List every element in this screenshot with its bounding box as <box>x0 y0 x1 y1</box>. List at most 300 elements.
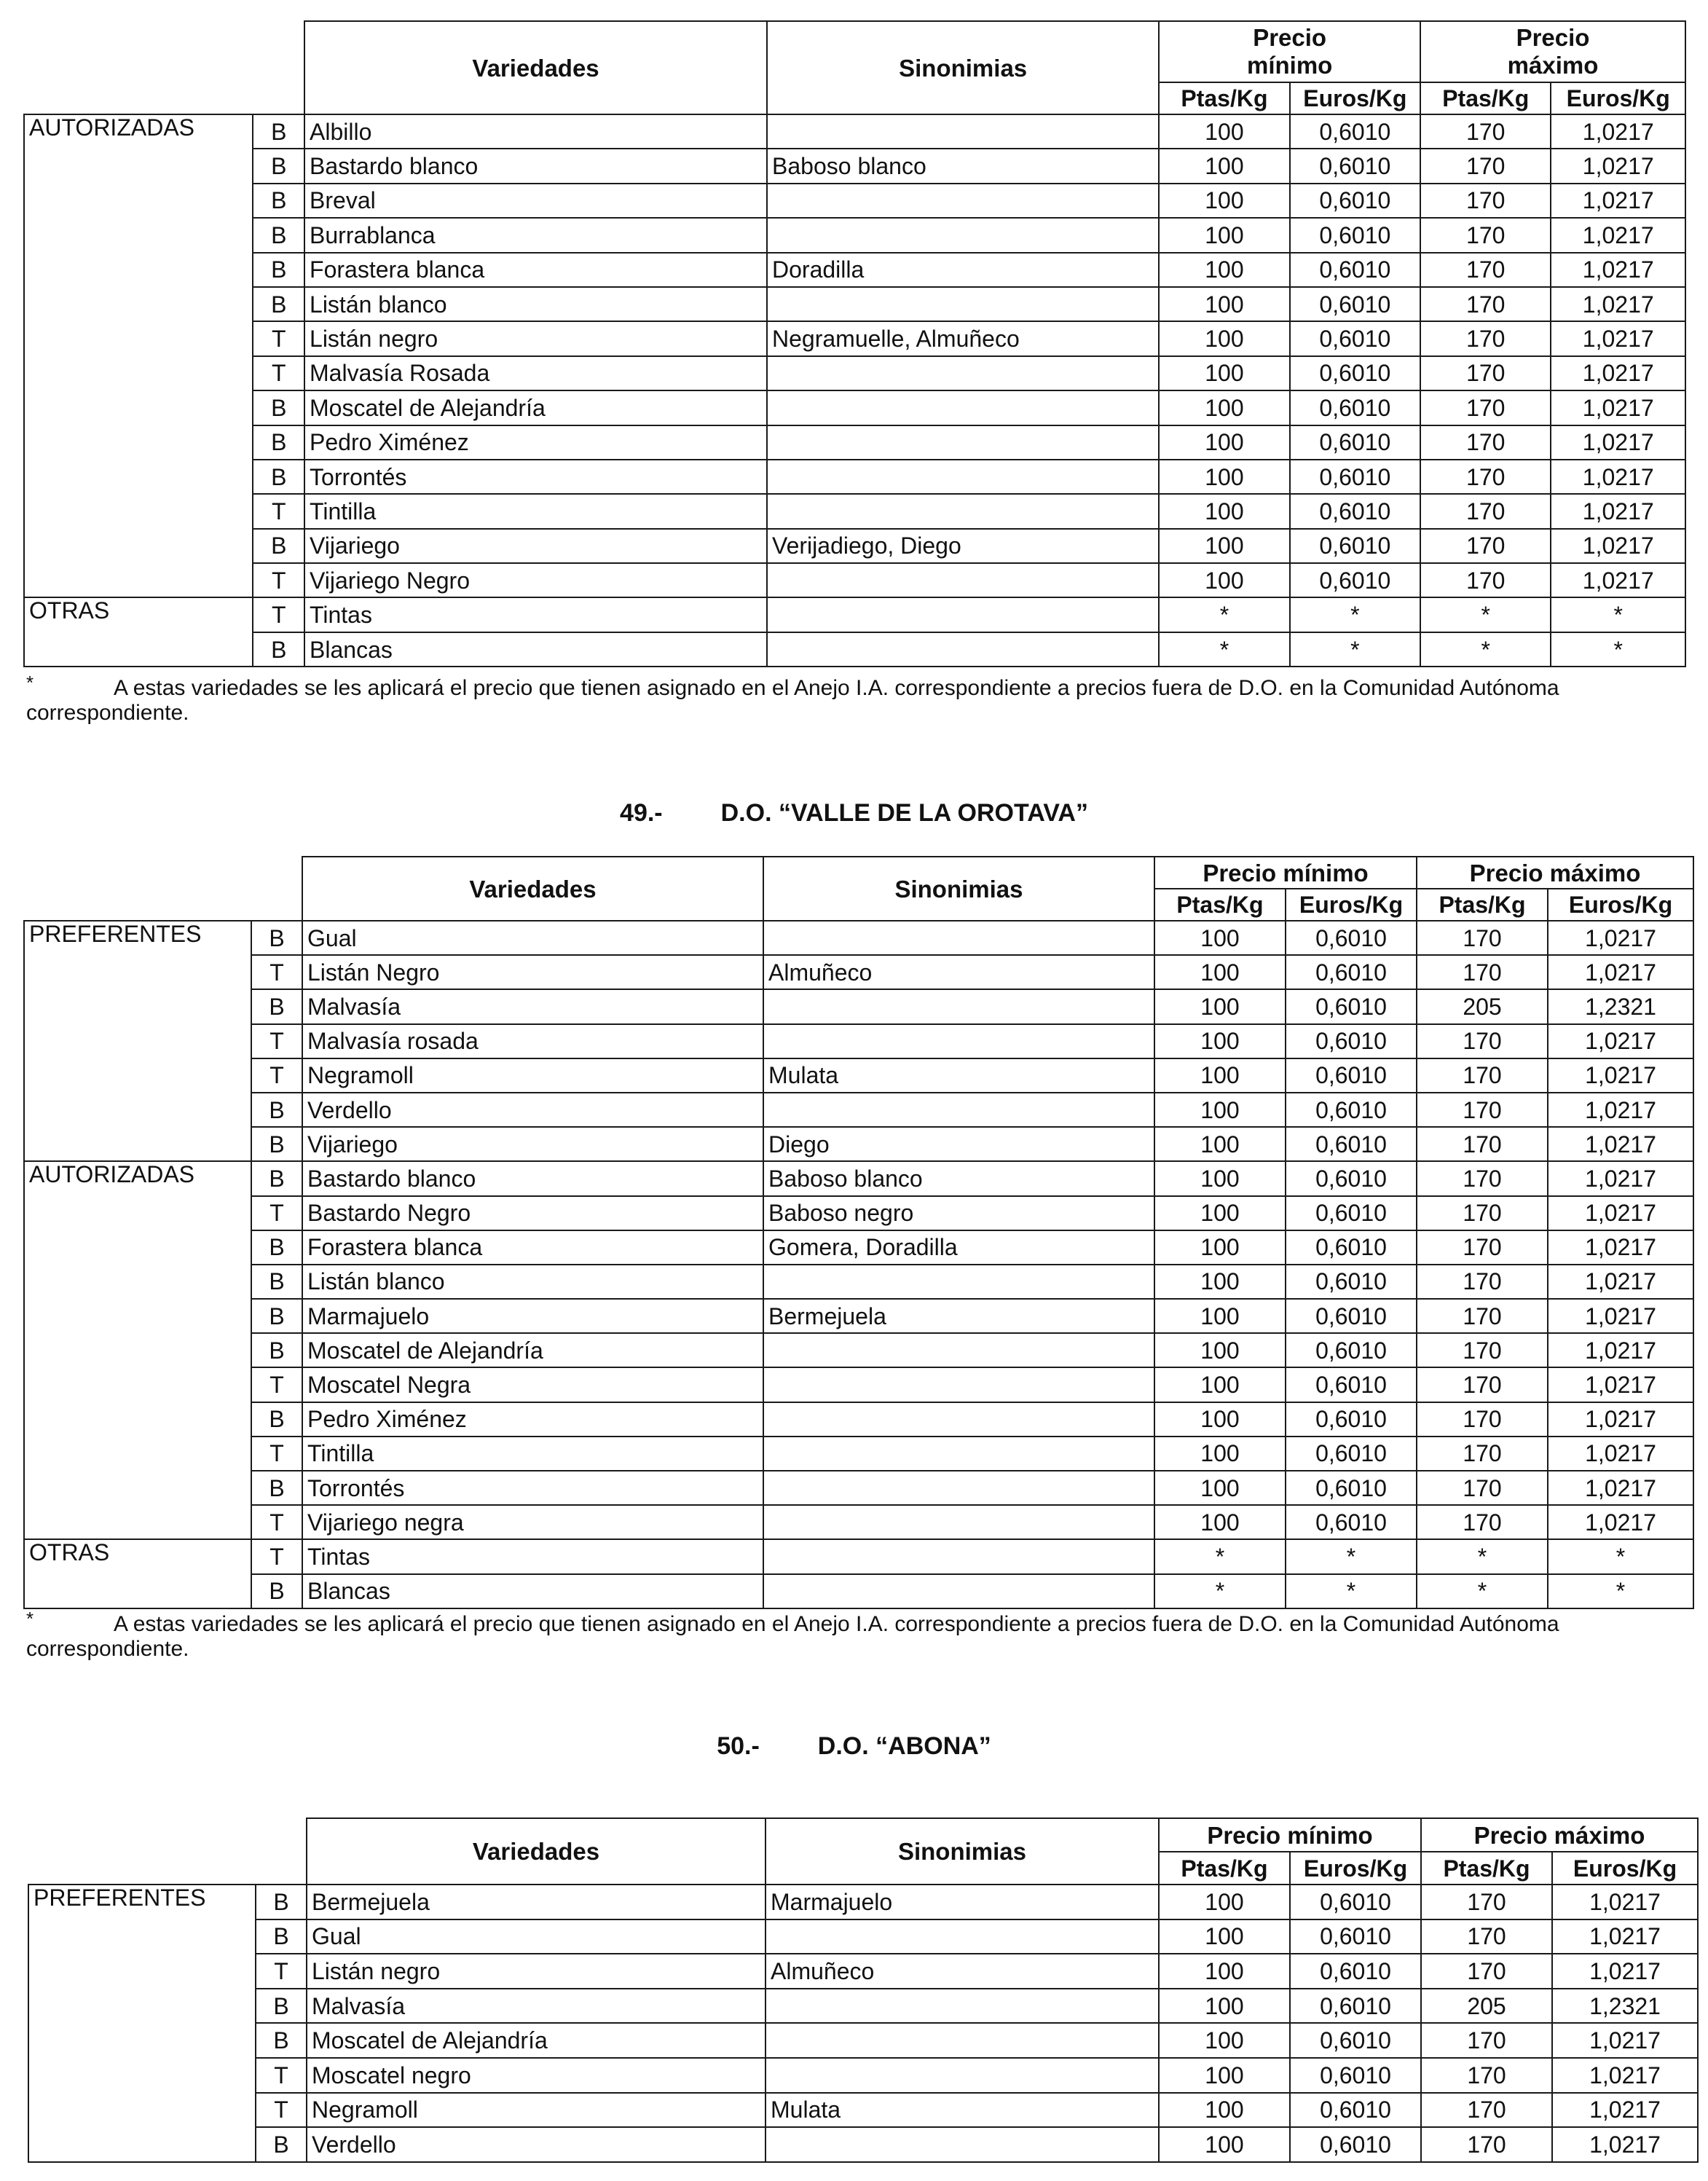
variety-name: Bastardo blanco <box>302 1161 763 1195</box>
variety-type: T <box>253 563 304 597</box>
min-price-euros: 0,6010 <box>1286 1093 1417 1127</box>
table-row <box>24 287 1685 321</box>
max-price-ptas: 170 <box>1421 2058 1552 2093</box>
min-price-euros: 0,6010 <box>1290 218 1420 252</box>
max-price-ptas: * <box>1420 632 1551 667</box>
min-price-euros: 0,6010 <box>1286 1333 1417 1367</box>
variety-type: B <box>251 989 302 1023</box>
variety-name: Listán negro <box>307 1954 766 1989</box>
synonyms <box>767 184 1159 218</box>
max-price-ptas: 170 <box>1420 114 1551 149</box>
max-price-euros: * <box>1551 597 1685 632</box>
section-50-number: 50.- <box>717 1732 760 1760</box>
footnote-2-text: A estas variedades se les aplicará el precio que tienen asignado en el Anejo I.A. correspondiente a precios fuera de D.O. en la Comunidad Autónoma correspondiente. <box>26 1612 1559 1661</box>
table-row <box>28 2093 1698 2128</box>
min-price-ptas: * <box>1154 1539 1286 1573</box>
synonyms <box>767 460 1159 494</box>
synonyms: Bermejuela <box>763 1299 1154 1333</box>
min-price-euros: 0,6010 <box>1290 149 1420 183</box>
max-price-ptas: 170 <box>1417 1230 1548 1265</box>
min-price-ptas: 100 <box>1159 149 1289 183</box>
synonyms <box>767 287 1159 321</box>
min-price-ptas: 100 <box>1159 494 1289 528</box>
min-price-euros: 0,6010 <box>1286 1367 1417 1402</box>
variety-name: Verdello <box>302 1093 763 1127</box>
min-price-euros: 0,6010 <box>1290 1989 1421 2024</box>
variety-type: B <box>251 1093 302 1127</box>
table-row <box>24 1161 1693 1195</box>
variety-name: Vijariego negra <box>302 1505 763 1539</box>
variety-type: B <box>253 287 304 321</box>
max-price-ptas: 170 <box>1417 921 1548 955</box>
synonyms <box>767 218 1159 252</box>
table-row <box>28 2127 1698 2162</box>
variety-name: Listán blanco <box>304 287 767 321</box>
category-label: OTRAS <box>24 1539 251 1608</box>
synonyms <box>766 2023 1159 2058</box>
variety-name: Tintas <box>304 597 767 632</box>
max-price-euros: 1,0217 <box>1551 563 1685 597</box>
max-price-ptas: 170 <box>1421 2093 1552 2128</box>
variety-name: Moscatel de Alejandría <box>302 1333 763 1367</box>
synonyms: Gomera, Doradilla <box>763 1230 1154 1265</box>
max-price-ptas: 170 <box>1420 425 1551 460</box>
min-price-euros: 0,6010 <box>1290 563 1420 597</box>
variety-type: B <box>256 1989 307 2024</box>
variety-type: B <box>251 1333 302 1367</box>
min-price-ptas: 100 <box>1159 356 1289 390</box>
table-row <box>24 114 1685 149</box>
variety-type: B <box>253 218 304 252</box>
synonyms <box>763 1024 1154 1058</box>
category-label: PREFERENTES <box>28 1885 256 2162</box>
category-label: AUTORIZADAS <box>24 114 253 597</box>
max-price-ptas: 170 <box>1417 1265 1548 1299</box>
min-price-ptas: 100 <box>1159 2058 1290 2093</box>
variety-type: B <box>253 184 304 218</box>
header-variedades: Variedades <box>302 857 763 921</box>
synonyms <box>763 1471 1154 1505</box>
max-price-euros: 1,0217 <box>1548 1265 1693 1299</box>
max-price-euros: 1,0217 <box>1548 1058 1693 1093</box>
min-price-ptas: * <box>1159 632 1289 667</box>
header-euros-kg-max: Euros/Kg <box>1551 82 1685 114</box>
section-50-title: D.O. “ABONA” <box>817 1732 991 1760</box>
max-price-euros: 1,0217 <box>1548 1333 1693 1367</box>
variety-type: T <box>251 1505 302 1539</box>
min-price-ptas: 100 <box>1159 425 1289 460</box>
table-2-body <box>24 921 1693 1608</box>
table-row <box>24 1265 1693 1299</box>
max-price-ptas: 170 <box>1417 1127 1548 1161</box>
variety-name: Listán Negro <box>302 955 763 989</box>
table-row <box>24 494 1685 528</box>
min-price-euros: 0,6010 <box>1290 356 1420 390</box>
table-row <box>24 1402 1693 1437</box>
min-price-euros: 0,6010 <box>1290 460 1420 494</box>
max-price-euros: 1,0217 <box>1548 1402 1693 1437</box>
min-price-ptas: 100 <box>1159 1885 1290 1919</box>
category-label: PREFERENTES <box>24 921 251 1161</box>
variety-name: Marmajuelo <box>302 1299 763 1333</box>
variety-name: Malvasía Rosada <box>304 356 767 390</box>
min-price-euros: 0,6010 <box>1286 1196 1417 1230</box>
table-row <box>24 390 1685 425</box>
max-price-ptas: 170 <box>1421 1885 1552 1919</box>
variety-type: B <box>251 1402 302 1437</box>
variety-type: B <box>253 149 304 183</box>
max-price-euros: 1,0217 <box>1551 287 1685 321</box>
synonyms: Almuñeco <box>763 955 1154 989</box>
header-sinonimias: Sinonimias <box>767 21 1159 114</box>
min-price-euros: 0,6010 <box>1290 2023 1421 2058</box>
variety-type: B <box>253 425 304 460</box>
synonyms: Baboso negro <box>763 1196 1154 1230</box>
min-price-ptas: 100 <box>1154 1058 1286 1093</box>
variety-name: Breval <box>304 184 767 218</box>
max-price-ptas: 170 <box>1420 494 1551 528</box>
table-2-header <box>24 857 1693 921</box>
min-price-ptas: * <box>1159 597 1289 632</box>
min-price-euros: 0,6010 <box>1286 1230 1417 1265</box>
variety-name: Moscatel negro <box>307 2058 766 2093</box>
max-price-euros: 1,0217 <box>1551 425 1685 460</box>
header-euros-kg-min: Euros/Kg <box>1286 889 1417 921</box>
variety-type: T <box>251 955 302 989</box>
synonyms <box>763 1437 1154 1471</box>
header-precio-minimo <box>1159 21 1420 82</box>
max-price-euros: 1,0217 <box>1548 921 1693 955</box>
max-price-euros: 1,0217 <box>1552 1919 1698 1954</box>
max-price-euros: 1,0217 <box>1551 218 1685 252</box>
variety-type: B <box>253 114 304 149</box>
table-row <box>24 1471 1693 1505</box>
min-price-ptas: 100 <box>1159 184 1289 218</box>
table-row <box>24 356 1685 390</box>
max-price-ptas: 170 <box>1417 955 1548 989</box>
table-row <box>24 149 1685 183</box>
variety-name: Gual <box>307 1919 766 1954</box>
min-price-ptas: 100 <box>1154 1505 1286 1539</box>
min-price-ptas: 100 <box>1154 921 1286 955</box>
footnote-1-text: A estas variedades se les aplicará el precio que tienen asignado en el Anejo I.A. correspondiente a precios fuera de D.O. en la Comunidad Autónoma correspondiente. <box>26 676 1559 725</box>
max-price-euros: 1,0217 <box>1551 494 1685 528</box>
variety-name: Tintilla <box>302 1437 763 1471</box>
table-3-body <box>28 1885 1698 2162</box>
variety-name: Forastera blanca <box>304 253 767 287</box>
header-euros-kg-max: Euros/Kg <box>1548 889 1693 921</box>
synonyms: Baboso blanco <box>767 149 1159 183</box>
min-price-euros: 0,6010 <box>1286 921 1417 955</box>
min-price-ptas: 100 <box>1159 1989 1290 2024</box>
synonyms <box>766 1989 1159 2024</box>
min-price-euros: * <box>1290 632 1420 667</box>
max-price-ptas: 170 <box>1417 1333 1548 1367</box>
max-price-ptas: * <box>1417 1574 1548 1608</box>
min-price-ptas: 100 <box>1154 1367 1286 1402</box>
table-row <box>24 425 1685 460</box>
min-price-euros: 0,6010 <box>1290 1954 1421 1989</box>
variety-name: Blancas <box>302 1574 763 1608</box>
table-row <box>24 1333 1693 1367</box>
table-row <box>24 597 1685 632</box>
variety-name: Torrontés <box>304 460 767 494</box>
min-price-ptas: 100 <box>1159 2023 1290 2058</box>
variety-name: Negramoll <box>307 2093 766 2128</box>
min-price-ptas: 100 <box>1154 1230 1286 1265</box>
max-price-ptas: 205 <box>1421 1989 1552 2024</box>
min-price-ptas: 100 <box>1154 1333 1286 1367</box>
max-price-ptas: 170 <box>1420 321 1551 355</box>
table-row <box>24 1539 1693 1573</box>
min-price-euros: * <box>1286 1574 1417 1608</box>
variety-type: B <box>251 1127 302 1161</box>
min-price-ptas: 100 <box>1154 1402 1286 1437</box>
synonyms: Mulata <box>763 1058 1154 1093</box>
synonyms <box>766 2058 1159 2093</box>
variety-type: B <box>251 1230 302 1265</box>
max-price-ptas: 205 <box>1417 989 1548 1023</box>
max-price-euros: 1,0217 <box>1551 114 1685 149</box>
table-row <box>24 529 1685 563</box>
min-price-ptas: 100 <box>1154 989 1286 1023</box>
max-price-euros: 1,0217 <box>1548 1437 1693 1471</box>
table-1-header <box>24 21 1685 114</box>
synonyms <box>767 390 1159 425</box>
variety-name: Pedro Ximénez <box>302 1402 763 1437</box>
header-precio-maximo: Precio máximo <box>1417 857 1693 889</box>
synonyms <box>767 114 1159 149</box>
synonyms <box>763 1367 1154 1402</box>
footnote-1-star: * <box>26 672 34 693</box>
synonyms <box>763 1093 1154 1127</box>
variety-type: T <box>253 321 304 355</box>
max-price-ptas: 170 <box>1421 1919 1552 1954</box>
max-price-euros: 1,0217 <box>1548 1367 1693 1402</box>
max-price-ptas: 170 <box>1420 460 1551 494</box>
footnote-1 <box>26 672 1658 726</box>
variety-name: Tintilla <box>304 494 767 528</box>
min-price-ptas: 100 <box>1159 390 1289 425</box>
min-price-euros: 0,6010 <box>1286 955 1417 989</box>
header-sinonimias: Sinonimias <box>763 857 1154 921</box>
min-price-euros: 0,6010 <box>1290 1885 1421 1919</box>
max-price-ptas: 170 <box>1417 1437 1548 1471</box>
table-row <box>24 218 1685 252</box>
min-price-ptas: 100 <box>1159 218 1289 252</box>
synonyms <box>763 1539 1154 1573</box>
min-price-euros: 0,6010 <box>1286 1127 1417 1161</box>
synonyms: Diego <box>763 1127 1154 1161</box>
variety-name: Malvasía rosada <box>302 1024 763 1058</box>
table-row <box>24 1058 1693 1093</box>
min-price-euros: 0,6010 <box>1286 1058 1417 1093</box>
variety-type: B <box>251 1299 302 1333</box>
max-price-ptas: 170 <box>1417 1024 1548 1058</box>
variety-name: Negramoll <box>302 1058 763 1093</box>
min-price-ptas: 100 <box>1159 529 1289 563</box>
table-row <box>24 321 1685 355</box>
synonyms <box>767 563 1159 597</box>
varieties-table-3 <box>28 1818 1699 2163</box>
variety-name: Verdello <box>307 2127 766 2162</box>
max-price-ptas: 170 <box>1420 563 1551 597</box>
table-row <box>24 955 1693 989</box>
table-row <box>24 1230 1693 1265</box>
header-variedades: Variedades <box>304 21 767 114</box>
variety-type: T <box>251 1196 302 1230</box>
max-price-euros: 1,0217 <box>1552 2127 1698 2162</box>
table-row <box>28 1989 1698 2024</box>
table-row <box>24 460 1685 494</box>
section-49-title: D.O. “VALLE DE LA OROTAVA” <box>720 799 1088 827</box>
variety-type: B <box>251 1265 302 1299</box>
table-1-body <box>24 114 1685 667</box>
variety-type: B <box>253 460 304 494</box>
table-3-header <box>28 1818 1698 1885</box>
synonyms: Almuñeco <box>766 1954 1159 1989</box>
variety-type: T <box>251 1437 302 1471</box>
synonyms <box>767 494 1159 528</box>
min-price-euros: 0,6010 <box>1290 390 1420 425</box>
variety-name: Gual <box>302 921 763 955</box>
variety-name: Moscatel Negra <box>302 1367 763 1402</box>
variety-type: T <box>251 1058 302 1093</box>
table-row <box>24 1093 1693 1127</box>
max-price-euros: 1,0217 <box>1552 2058 1698 2093</box>
max-price-ptas: 170 <box>1420 184 1551 218</box>
synonyms <box>766 1919 1159 1954</box>
synonyms <box>763 1574 1154 1608</box>
max-price-euros: 1,0217 <box>1548 1471 1693 1505</box>
variety-type: T <box>253 494 304 528</box>
header-ptas-kg-max: Ptas/Kg <box>1417 889 1548 921</box>
header-ptas-kg-min: Ptas/Kg <box>1159 1852 1290 1885</box>
max-price-ptas: 170 <box>1420 218 1551 252</box>
min-price-euros: * <box>1290 597 1420 632</box>
variety-name: Forastera blanca <box>302 1230 763 1265</box>
max-price-euros: * <box>1548 1574 1693 1608</box>
header-precio-minimo-line2: mínimo <box>1246 52 1333 79</box>
synonyms: Marmajuelo <box>766 1885 1159 1919</box>
variety-type: B <box>253 529 304 563</box>
variety-name: Listán negro <box>304 321 767 355</box>
varieties-table-2 <box>23 856 1694 1609</box>
variety-type: B <box>256 2023 307 2058</box>
table-row <box>24 184 1685 218</box>
synonyms <box>763 1402 1154 1437</box>
synonyms <box>763 1333 1154 1367</box>
variety-type: B <box>251 1161 302 1195</box>
header-euros-kg-max: Euros/Kg <box>1552 1852 1698 1885</box>
max-price-ptas: 170 <box>1420 287 1551 321</box>
category-label: OTRAS <box>24 597 253 667</box>
max-price-ptas: 170 <box>1421 2127 1552 2162</box>
min-price-ptas: 100 <box>1159 1919 1290 1954</box>
min-price-ptas: 100 <box>1159 287 1289 321</box>
synonyms <box>767 597 1159 632</box>
min-price-ptas: 100 <box>1159 563 1289 597</box>
min-price-ptas: 100 <box>1154 955 1286 989</box>
max-price-euros: * <box>1551 632 1685 667</box>
max-price-euros: 1,0217 <box>1552 2093 1698 2128</box>
variety-type: T <box>256 2058 307 2093</box>
max-price-ptas: * <box>1420 597 1551 632</box>
synonyms <box>767 356 1159 390</box>
variety-name: Moscatel de Alejandría <box>304 390 767 425</box>
table-row <box>24 921 1693 955</box>
table-row <box>24 1437 1693 1471</box>
variety-name: Bastardo blanco <box>304 149 767 183</box>
max-price-euros: 1,0217 <box>1551 321 1685 355</box>
max-price-ptas: 170 <box>1420 356 1551 390</box>
min-price-ptas: 100 <box>1154 1299 1286 1333</box>
table-row <box>28 1885 1698 1919</box>
header-precio-maximo <box>1420 21 1685 82</box>
max-price-ptas: 170 <box>1417 1402 1548 1437</box>
synonyms <box>767 632 1159 667</box>
min-price-euros: 0,6010 <box>1286 1471 1417 1505</box>
footnote-2 <box>26 1608 1658 1662</box>
min-price-ptas: 100 <box>1154 1024 1286 1058</box>
max-price-ptas: 170 <box>1420 149 1551 183</box>
synonyms: Doradilla <box>767 253 1159 287</box>
variety-type: B <box>256 1919 307 1954</box>
variety-type: T <box>253 356 304 390</box>
max-price-euros: * <box>1548 1539 1693 1573</box>
variety-type: B <box>251 1574 302 1608</box>
synonyms <box>763 1265 1154 1299</box>
synonyms <box>763 989 1154 1023</box>
synonyms <box>763 921 1154 955</box>
max-price-ptas: 170 <box>1420 253 1551 287</box>
max-price-euros: 1,0217 <box>1551 149 1685 183</box>
variety-type: T <box>256 1954 307 1989</box>
table-row <box>28 1954 1698 1989</box>
variety-name: Bermejuela <box>307 1885 766 1919</box>
variety-name: Albillo <box>304 114 767 149</box>
max-price-ptas: * <box>1417 1539 1548 1573</box>
max-price-ptas: 170 <box>1420 390 1551 425</box>
synonyms: Negramuelle, Almuñeco <box>767 321 1159 355</box>
max-price-ptas: 170 <box>1417 1505 1548 1539</box>
table-row <box>24 1127 1693 1161</box>
max-price-euros: 1,0217 <box>1551 356 1685 390</box>
min-price-euros: 0,6010 <box>1286 1299 1417 1333</box>
header-sinonimias: Sinonimias <box>766 1818 1159 1885</box>
variety-type: B <box>253 253 304 287</box>
table-row <box>24 253 1685 287</box>
header-ptas-kg-min: Ptas/Kg <box>1159 82 1289 114</box>
variety-type: T <box>251 1367 302 1402</box>
min-price-euros: 0,6010 <box>1290 2058 1421 2093</box>
header-precio-minimo: Precio mínimo <box>1159 1818 1421 1852</box>
max-price-euros: 1,0217 <box>1548 1505 1693 1539</box>
max-price-euros: 1,0217 <box>1551 184 1685 218</box>
variety-type: T <box>253 597 304 632</box>
max-price-euros: 1,2321 <box>1548 989 1693 1023</box>
table-row <box>24 989 1693 1023</box>
min-price-ptas: 100 <box>1154 1196 1286 1230</box>
variety-name: Torrontés <box>302 1471 763 1505</box>
header-euros-kg-min: Euros/Kg <box>1290 1852 1421 1885</box>
max-price-ptas: 170 <box>1417 1196 1548 1230</box>
max-price-euros: 1,0217 <box>1551 253 1685 287</box>
max-price-ptas: 170 <box>1417 1058 1548 1093</box>
table-row <box>24 1196 1693 1230</box>
header-precio-minimo-line1: Precio <box>1253 24 1327 51</box>
max-price-euros: 1,0217 <box>1552 1885 1698 1919</box>
